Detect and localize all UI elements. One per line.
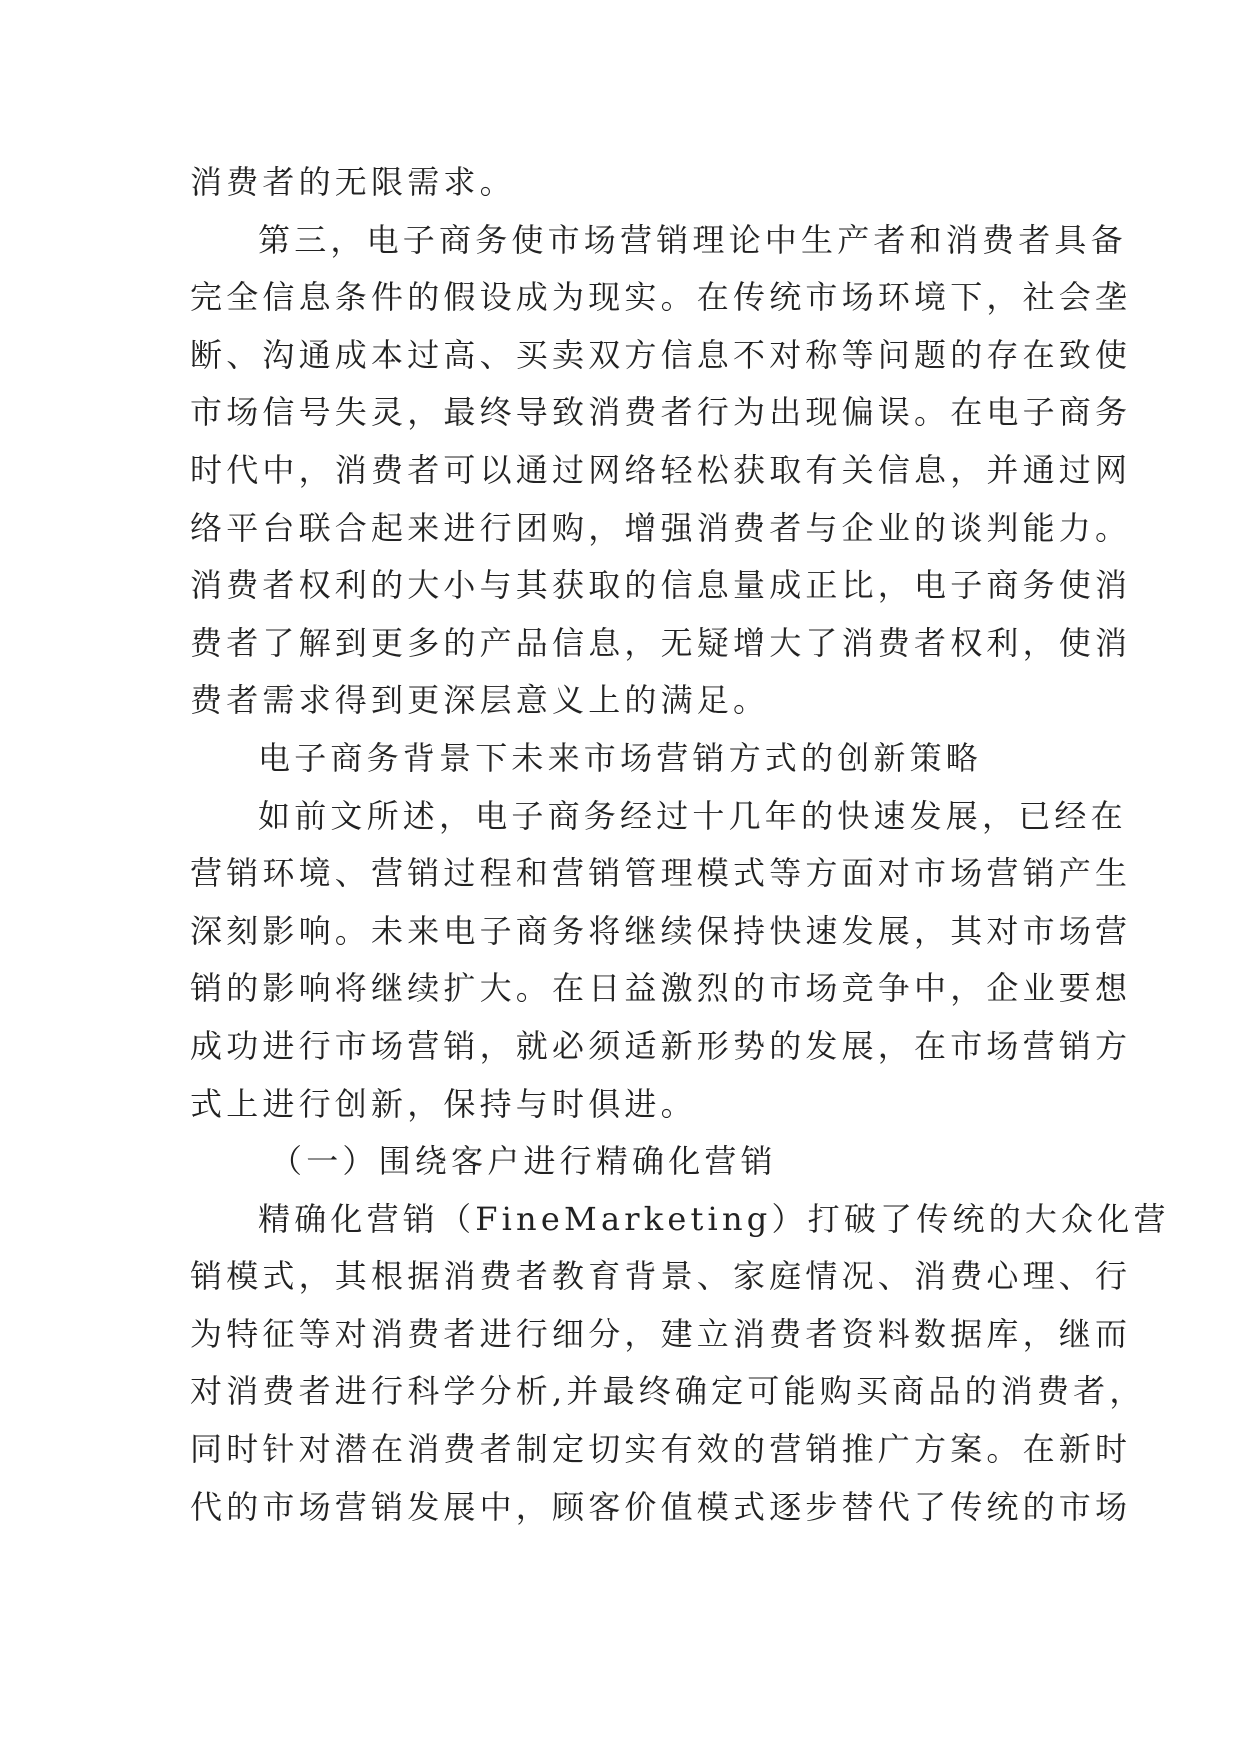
text-line: 完全信息条件的假设成为现实。在传统市场环境下，社会垄 [190, 278, 1132, 317]
text-line: 式上进行创新，保持与时俱进。 [190, 1084, 697, 1123]
text-line: 费者需求得到更深层意义上的满足。 [190, 681, 770, 720]
text-line: 代的市场营销发展中，顾客价值模式逐步替代了传统的市场 [190, 1487, 1132, 1526]
text-line: 费者了解到更多的产品信息，无疑增大了消费者权利，使消 [190, 623, 1132, 662]
text-line: 销的影响将继续扩大。在日益激烈的市场竞争中，企业要想 [190, 969, 1132, 1008]
text-line: 成功进行市场营销，就必须适新形势的发展，在市场营销方 [190, 1026, 1132, 1065]
body-text [190, 154, 1170, 1536]
text-line: 消费者权利的大小与其获取的信息量成正比，电子商务使消 [190, 566, 1132, 605]
text-line: 时代中，消费者可以通过网络轻松获取有关信息，并通过网 [190, 450, 1132, 489]
text-line: 消费者的无限需求。 [190, 163, 516, 201]
text-line: 销模式，其根据消费者教育背景、家庭情况、消费心理、行 [190, 1257, 1132, 1296]
text-line: 精确化营销（FineMarketing）打破了传统的大众化营 [258, 1199, 1170, 1238]
text-line: 断、沟通成本过高、买卖双方信息不对称等问题的存在致使 [190, 335, 1132, 374]
text-line: 市场信号失灵，最终导致消费者行为出现偏误。在电子商务 [190, 393, 1132, 432]
text-line: 为特征等对消费者进行细分，建立消费者资料数据库，继而 [190, 1314, 1132, 1353]
text-line: 如前文所述，电子商务经过十几年的快速发展，已经在 [258, 796, 1127, 835]
text-line: 第三，电子商务使市场营销理论中生产者和消费者具备 [258, 220, 1127, 259]
text-line: 络平台联合起来进行团购，增强消费者与企业的谈判能力。 [190, 508, 1132, 547]
text-line: 对消费者进行科学分析,并最终确定可能购买商品的消费者， [190, 1372, 1146, 1411]
text-line: 同时针对潜在消费者制定切实有效的营销推广方案。在新时 [190, 1430, 1132, 1469]
text-line: 深刻影响。未来电子商务将继续保持快速发展，其对市场营 [190, 911, 1132, 950]
subsection-heading: （一）围绕客户进行精确化营销 [270, 1142, 777, 1181]
section-heading: 电子商务背景下未来市场营销方式的创新策略 [258, 738, 983, 777]
text-line: 营销环境、营销过程和营销管理模式等方面对市场营销产生 [190, 854, 1132, 893]
